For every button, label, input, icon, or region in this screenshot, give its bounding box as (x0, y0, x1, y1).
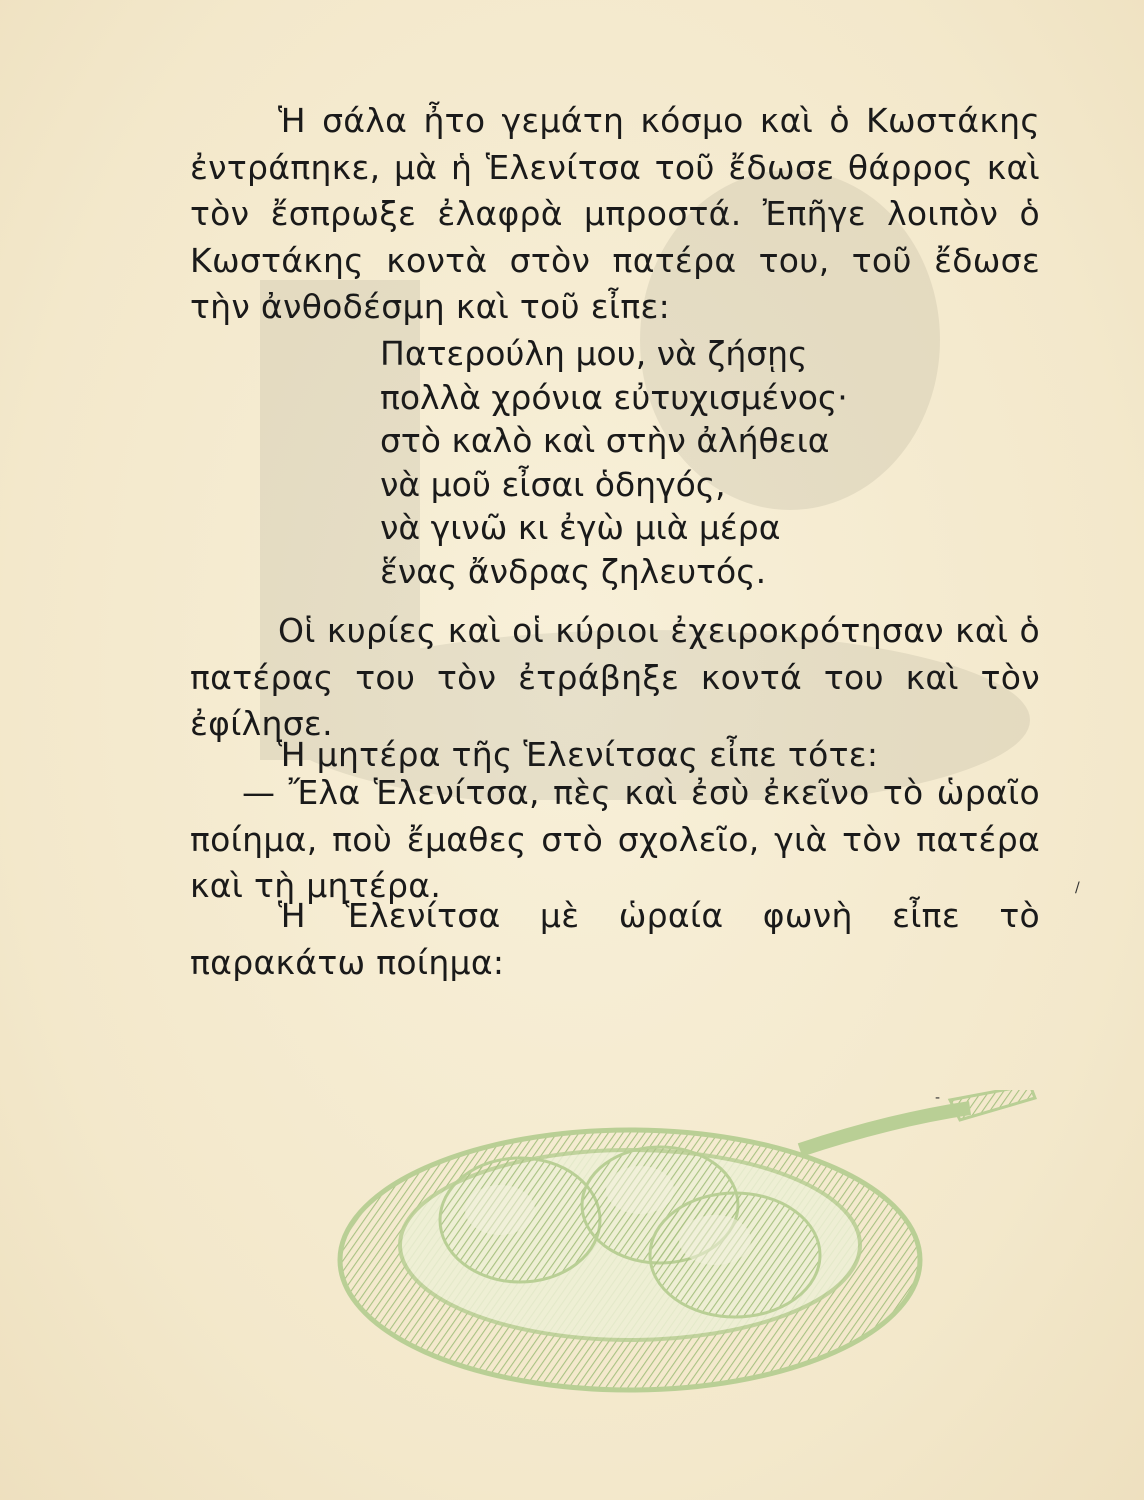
poem-line: ἕνας ἄνδρας ζηλευτός. (380, 551, 767, 591)
paragraph-mother: Ἡ μητέρα τῆς Ἑλενίτσας εἶπε τότε: (278, 735, 879, 774)
poem-line: νὰ γινῶ κι ἐγὼ μιὰ μέρα (380, 508, 781, 547)
poem-line: πολλὰ χρόνια εὐτυχισμένος· (380, 377, 848, 417)
paragraph-intro: Ἡ σάλα ἦτο γεμάτη κόσμο καὶ ὁ Κωστάκης ἐντράπηκε, μὰ ἡ Ἑλενίτσα τοῦ ἔδωσε θάρρος καὶ τὸν ἔσπρωξε ἐλαφρὰ μπροστά. Ἐπῆγε λοιπὸν ὁ Κωστάκης κοντὰ στὸν πατέρα του, τοῦ ἔδωσε τὴν ἀνθοδέσμη καὶ τοῦ εἶπε: (190, 101, 1040, 326)
paragraph-applause: Οἱ κυρίες καὶ οἱ κύριοι ἐχειροκρότησαν καὶ ὁ πατέρας του τὸν ἐτράβηξε κοντά του καὶ τὸν ἐφίλησε. (190, 611, 1040, 743)
poem (380, 332, 940, 593)
stray-mark: / (1075, 880, 1080, 896)
paragraph-recital: Ἡ Ἑλενίτσα μὲ ὡραία φωνὴ εἶπε τὸ παρακάτω ποίημα: (190, 896, 1040, 982)
plate-with-eggs-illustration (330, 1090, 1050, 1420)
paragraph-dialogue: — Ἔλα Ἑλενίτσα, πὲς καὶ ἐσὺ ἐκεῖνο τὸ ὡραῖο ποίημα, ποὺ ἔμαθες στὸ σχολεῖο, γιὰ τὸν πατέρα καὶ τὴ μητέρα. (190, 773, 1040, 905)
poem-line: Πατερούλη μου, νὰ ζήσῃς (380, 334, 808, 373)
poem-line: στὸ καλὸ καὶ στὴν ἀλήθεια (380, 421, 830, 460)
stray-mark: - (935, 1090, 941, 1106)
poem-line: νὰ μοῦ εἶσαι ὁδηγός, (380, 464, 726, 504)
